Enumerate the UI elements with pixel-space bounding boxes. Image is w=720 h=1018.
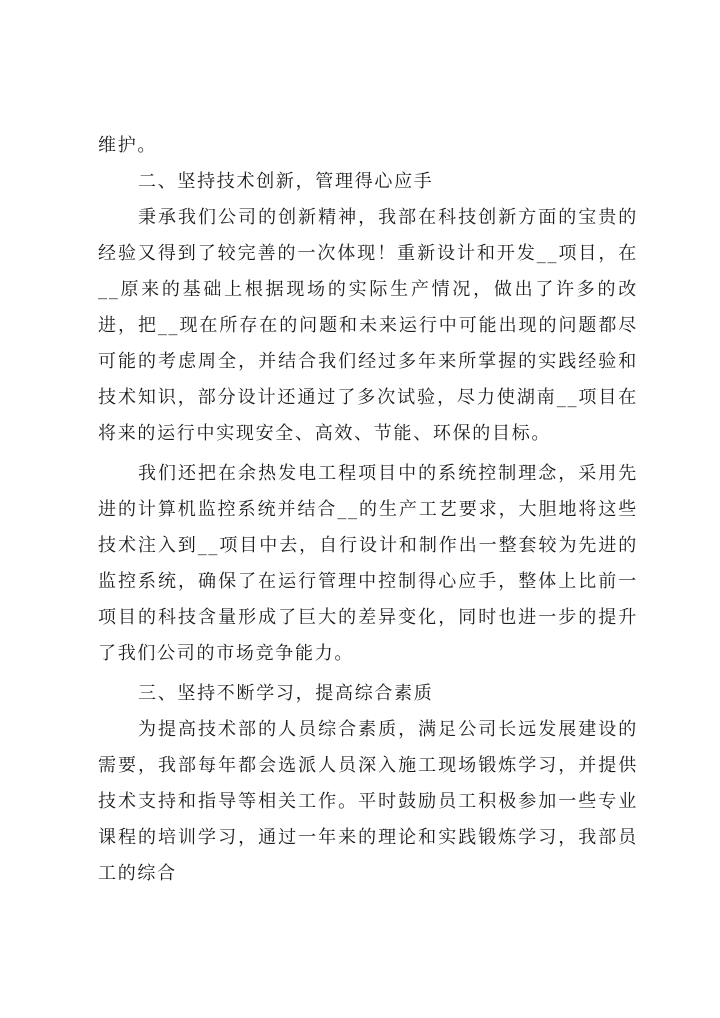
section-2-paragraph-1: 秉承我们公司的创新精神，我部在科技创新方面的宝贵的经验又得到了较完善的一次体现！重新设计和开发__项目，在__原来的基础上根据现场的实际生产情况，做出了许多的改进，把__现在所存在的问题和未来运行中可能出现的问题都尽可能的考虑周全，并结合我们经过多年来所掌握的实践经验和技术知识，部分设计还通过了多次试验，尽力使湖南__项目在将来的运行中实现安全、高效、节能、环保的目标。 (98, 207, 638, 444)
section-3-paragraph-1: 为提高技术部的人员综合素质，满足公司长远发展建设的需要，我部每年都会选派人员深入施工现场锻炼学习，并提供技术支持和指导等相关工作。平时鼓励员工积极参加一些专业课程的培训学习，通过一年来的理论和实践锻炼学习，我部员工的综合 (98, 719, 638, 884)
section-heading-2: 二、坚持技术创新，管理得心应手 (138, 171, 434, 192)
section-2-paragraph-2: 我们还把在余热发电工程项目中的系统控制理念，采用先进的计算机监控系统并结合__的生产工艺要求，大胆地将这些技术注入到__项目中去，自行设计和制作出一整套较为先进的监控系统，确保了在运行管理中控制得心应手，整体上比前一项目的科技含量形成了巨大的差异变化，同时也进一步的提升了我们公司的市场竞争能力。 (98, 463, 638, 664)
lead-fragment: 维护。 (98, 135, 158, 156)
document-body (98, 128, 638, 892)
section-heading-3: 三、坚持不断学习，提高综合素质 (138, 683, 434, 704)
